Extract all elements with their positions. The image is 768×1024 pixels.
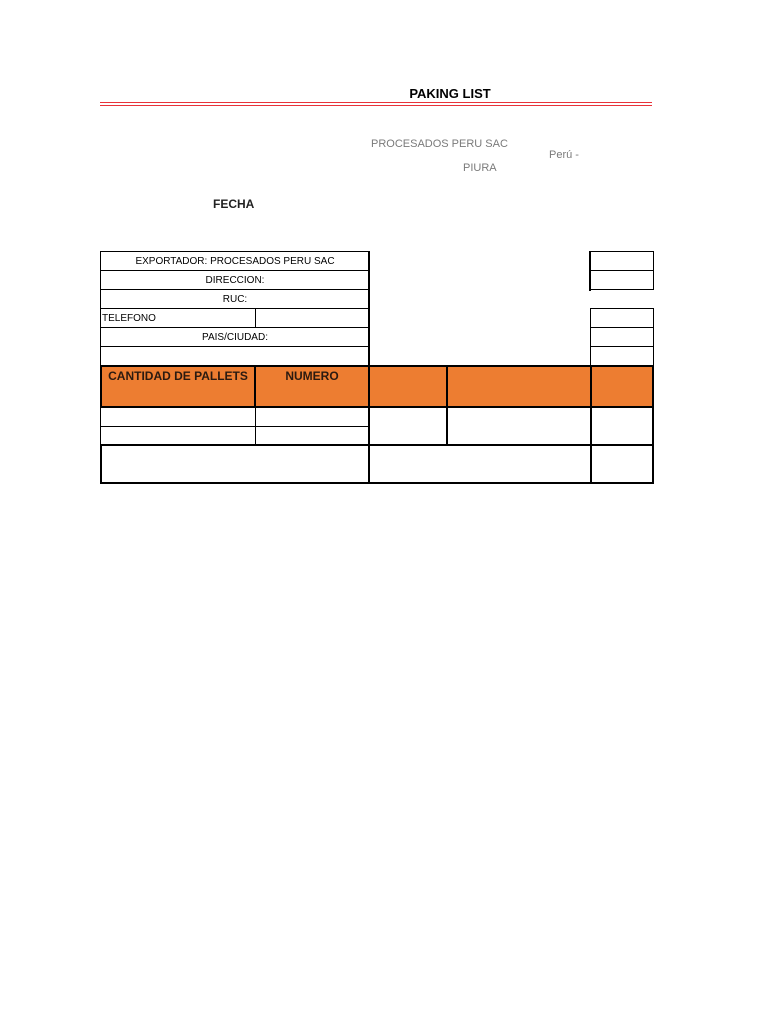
blank-cell bbox=[100, 346, 370, 366]
data-cell-col3 bbox=[368, 406, 448, 446]
right-cell-3 bbox=[590, 308, 654, 328]
footer-cell-left bbox=[100, 444, 370, 484]
phone-cell: TELEFONO bbox=[100, 308, 256, 328]
right-cell-5 bbox=[590, 346, 654, 366]
company-country: Perú - bbox=[549, 149, 579, 161]
block-right-border bbox=[368, 251, 370, 366]
right-cell-4 bbox=[590, 327, 654, 347]
ruc-cell: RUC: bbox=[100, 289, 370, 309]
right-cell-1 bbox=[590, 251, 654, 271]
footer-cell-right bbox=[590, 444, 654, 484]
data-cell-r1c2 bbox=[255, 407, 370, 427]
title-rule-bottom bbox=[100, 105, 652, 106]
right-border-a bbox=[589, 251, 591, 291]
title-rule-top bbox=[100, 102, 652, 103]
company-city: PIURA bbox=[463, 162, 497, 174]
address-cell: DIRECCION: bbox=[100, 270, 370, 290]
data-cell-col4 bbox=[446, 406, 592, 446]
data-cell-col5 bbox=[590, 406, 654, 446]
exporter-cell: EXPORTADOR: PROCESADOS PERU SAC bbox=[100, 251, 370, 271]
data-cell-r2c1 bbox=[100, 426, 256, 446]
data-cell-r2c2 bbox=[255, 426, 370, 446]
phone-value-cell bbox=[255, 308, 370, 328]
footer-cell-middle bbox=[368, 444, 592, 484]
country-city-cell: PAIS/CIUDAD: bbox=[100, 327, 370, 347]
header-col-4 bbox=[446, 365, 592, 408]
header-col-3 bbox=[368, 365, 448, 408]
header-cantidad-pallets: CANTIDAD DE PALLETS bbox=[100, 365, 256, 408]
right-cell-2 bbox=[590, 270, 654, 290]
header-col-5 bbox=[590, 365, 654, 408]
data-cell-r1c1 bbox=[100, 407, 256, 427]
document-title: PAKING LIST bbox=[409, 86, 491, 101]
company-name: PROCESADOS PERU SAC bbox=[371, 138, 508, 150]
header-numero: NUMERO bbox=[254, 365, 370, 408]
date-label: FECHA bbox=[213, 197, 255, 211]
